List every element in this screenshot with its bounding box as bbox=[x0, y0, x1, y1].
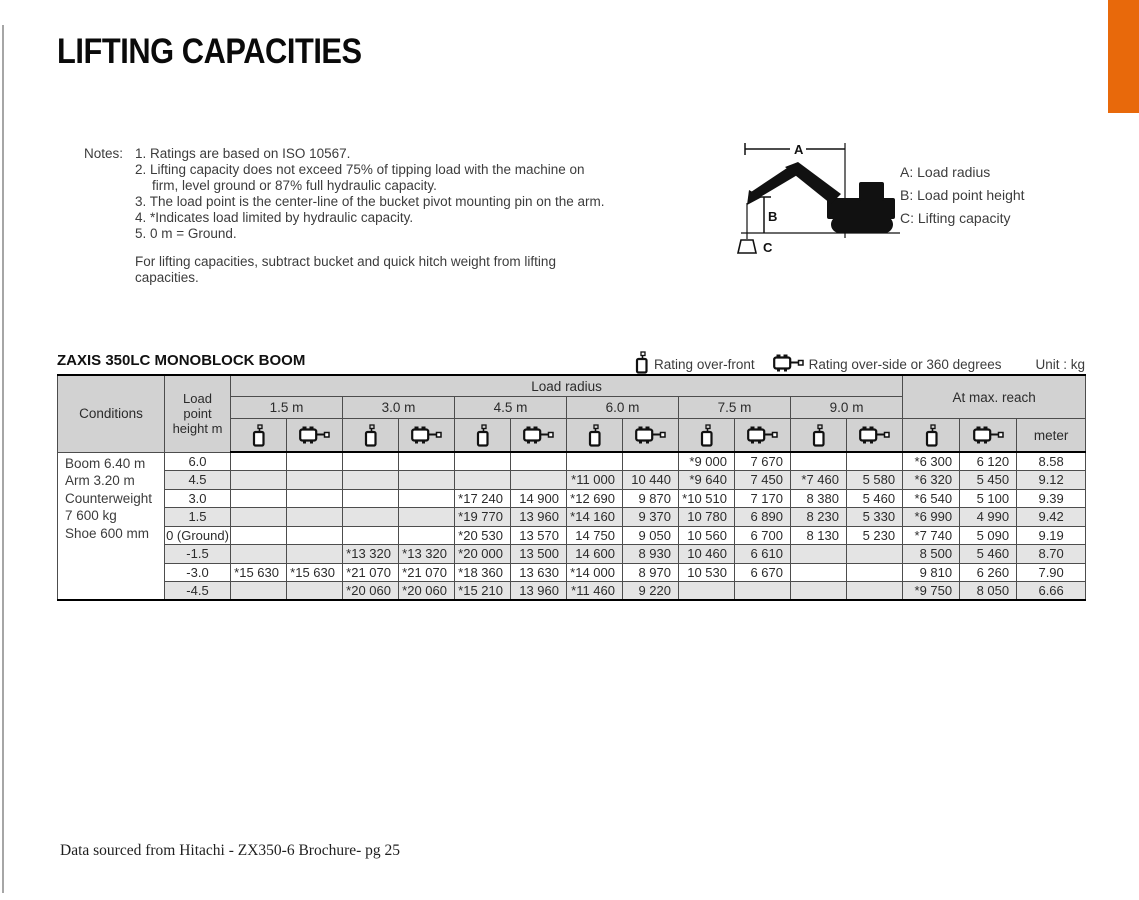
table-row bbox=[58, 489, 1086, 508]
max-reach-front-cell: *9 750 bbox=[903, 582, 960, 601]
notes-footnote: For lifting capacities, subtract bucket and quick hitch weight from lifting capacities. bbox=[135, 254, 556, 285]
capacity-cell: 14 900 bbox=[511, 489, 567, 508]
capacity-cell: 5 580 bbox=[847, 471, 903, 490]
rating-over-side-icon bbox=[287, 419, 343, 453]
svg-text:C: C bbox=[763, 240, 773, 255]
rating-over-side-icon bbox=[623, 419, 679, 453]
table-row bbox=[58, 582, 1086, 601]
max-reach-meter-cell: 8.70 bbox=[1017, 545, 1086, 564]
max-reach-meter-cell: 9.12 bbox=[1017, 471, 1086, 490]
capacity-cell bbox=[679, 582, 735, 601]
capacity-cell bbox=[287, 526, 343, 545]
capacity-cell: 8 130 bbox=[791, 526, 847, 545]
max-reach-meter-cell: 6.66 bbox=[1017, 582, 1086, 601]
radius-header: 1.5 m bbox=[231, 397, 343, 419]
capacity-cell: 7 450 bbox=[735, 471, 791, 490]
rating-over-front-icon bbox=[903, 419, 960, 453]
capacity-cell bbox=[231, 452, 287, 471]
capacity-cell: 8 230 bbox=[791, 508, 847, 527]
capacity-cell: 13 960 bbox=[511, 582, 567, 601]
note-item: 2. Lifting capacity does not exceed 75% of tipping load with the machine on firm, level ground or 87% full hydraulic capacity. bbox=[135, 162, 585, 193]
capacity-cell: 8 930 bbox=[623, 545, 679, 564]
capacity-cell: *14 160 bbox=[567, 508, 623, 527]
notes-block bbox=[84, 146, 613, 286]
max-reach-side-cell: 5 450 bbox=[960, 471, 1017, 490]
capacity-cell bbox=[847, 545, 903, 564]
rating-over-side-legend bbox=[773, 353, 1002, 376]
rating-over-front-icon bbox=[343, 419, 399, 453]
capacity-cell bbox=[791, 545, 847, 564]
capacity-cell bbox=[399, 471, 455, 490]
capacity-cell: 9 370 bbox=[623, 508, 679, 527]
capacity-cell: *20 060 bbox=[343, 582, 399, 601]
capacity-cell bbox=[791, 563, 847, 582]
capacity-cell: *13 320 bbox=[343, 545, 399, 564]
capacity-cell: *9 640 bbox=[679, 471, 735, 490]
capacity-cell bbox=[231, 489, 287, 508]
max-reach-front-cell: *6 320 bbox=[903, 471, 960, 490]
capacity-cell bbox=[343, 471, 399, 490]
capacity-cell bbox=[287, 489, 343, 508]
rating-over-side-icon bbox=[847, 419, 903, 453]
capacity-cell bbox=[231, 526, 287, 545]
condition-line: Shoe 600 mm bbox=[65, 525, 150, 541]
capacity-cell: *13 320 bbox=[399, 545, 455, 564]
at-max-reach-header: At max. reach bbox=[903, 375, 1086, 419]
radius-header: 3.0 m bbox=[343, 397, 455, 419]
load-point-height-cell: -3.0 bbox=[165, 563, 231, 582]
rating-over-front-icon bbox=[455, 419, 511, 453]
capacity-cell bbox=[287, 582, 343, 601]
capacity-cell bbox=[287, 452, 343, 471]
rating-over-side-icon bbox=[773, 353, 809, 376]
rating-over-side-icon bbox=[511, 419, 567, 453]
capacity-cell bbox=[455, 452, 511, 471]
capacity-cell bbox=[791, 452, 847, 471]
capacity-cell: 14 750 bbox=[567, 526, 623, 545]
excavator-silhouette-icon bbox=[733, 140, 905, 258]
capacity-cell bbox=[231, 545, 287, 564]
capacity-cell: *15 630 bbox=[287, 563, 343, 582]
load-point-height-header: Load point height m bbox=[165, 375, 231, 452]
capacity-cell: 13 570 bbox=[511, 526, 567, 545]
radius-header: 6.0 m bbox=[567, 397, 679, 419]
capacity-cell: 7 670 bbox=[735, 452, 791, 471]
capacity-cell bbox=[343, 526, 399, 545]
capacity-cell bbox=[511, 471, 567, 490]
capacity-cell: *14 000 bbox=[567, 563, 623, 582]
table-row bbox=[58, 545, 1086, 564]
max-reach-side-cell: 6 260 bbox=[960, 563, 1017, 582]
capacity-cell: *18 360 bbox=[455, 563, 511, 582]
capacity-cell bbox=[343, 508, 399, 527]
max-reach-meter-cell: 9.19 bbox=[1017, 526, 1086, 545]
table-row bbox=[58, 471, 1086, 490]
capacity-cell bbox=[847, 563, 903, 582]
rating-over-front-icon bbox=[231, 419, 287, 453]
condition-line: Arm 3.20 m bbox=[65, 473, 135, 488]
max-reach-front-cell: 9 810 bbox=[903, 563, 960, 582]
notes-label: Notes: bbox=[84, 146, 124, 161]
excavator-dimension-diagram bbox=[733, 140, 905, 258]
table-row bbox=[58, 563, 1086, 582]
capacity-cell bbox=[343, 489, 399, 508]
capacity-cell bbox=[511, 452, 567, 471]
max-reach-side-cell: 8 050 bbox=[960, 582, 1017, 601]
capacity-cell: *21 070 bbox=[399, 563, 455, 582]
capacity-cell: 5 230 bbox=[847, 526, 903, 545]
capacity-cell: *15 630 bbox=[231, 563, 287, 582]
rating-over-front-icon bbox=[567, 419, 623, 453]
max-reach-front-cell: *6 300 bbox=[903, 452, 960, 471]
note-item: 3. The load point is the center-line of the bucket pivot mounting pin on the arm. bbox=[135, 194, 605, 209]
capacity-cell: 6 700 bbox=[735, 526, 791, 545]
rating-over-side-icon bbox=[735, 419, 791, 453]
capacity-cell: *11 000 bbox=[567, 471, 623, 490]
capacity-cell bbox=[399, 452, 455, 471]
capacity-cell: 10 780 bbox=[679, 508, 735, 527]
capacity-cell: 6 610 bbox=[735, 545, 791, 564]
capacity-cell: *7 460 bbox=[791, 471, 847, 490]
load-point-height-cell: 4.5 bbox=[165, 471, 231, 490]
table-row bbox=[58, 508, 1086, 527]
capacity-cell: *12 690 bbox=[567, 489, 623, 508]
radius-header: 9.0 m bbox=[791, 397, 903, 419]
capacity-cell: *21 070 bbox=[343, 563, 399, 582]
capacity-cell: 5 330 bbox=[847, 508, 903, 527]
conditions-cell bbox=[58, 452, 165, 600]
note-item: 4. *Indicates load limited by hydraulic capacity. bbox=[135, 210, 414, 225]
capacity-cell bbox=[847, 582, 903, 601]
capacity-cell: 5 460 bbox=[847, 489, 903, 508]
rating-over-side-icon bbox=[399, 419, 455, 453]
capacity-cell: 13 960 bbox=[511, 508, 567, 527]
capacity-cell bbox=[791, 582, 847, 601]
diagram-legend bbox=[900, 161, 1025, 230]
capacity-cell: 9 220 bbox=[623, 582, 679, 601]
table-row bbox=[58, 526, 1086, 545]
max-reach-meter-cell: 9.42 bbox=[1017, 508, 1086, 527]
capacity-cell: 13 500 bbox=[511, 545, 567, 564]
meter-header: meter bbox=[1017, 419, 1086, 453]
max-reach-front-cell: *7 740 bbox=[903, 526, 960, 545]
page-title: LIFTING CAPACITIES bbox=[57, 32, 362, 71]
source-footnote: Data sourced from Hitachi - ZX350-6 Brochure- pg 25 bbox=[60, 842, 401, 859]
legend-load-point-height: B: Load point height bbox=[900, 187, 1025, 203]
capacity-cell: 10 460 bbox=[679, 545, 735, 564]
capacity-cell bbox=[847, 452, 903, 471]
note-item: 5. 0 m = Ground. bbox=[135, 226, 237, 241]
note-item: 1. Ratings are based on ISO 10567. bbox=[135, 146, 351, 161]
legend-lifting-capacity: C: Lifting capacity bbox=[900, 210, 1011, 226]
rating-over-side-label: Rating over-side or 360 degrees bbox=[808, 356, 1002, 372]
capacity-cell: 10 530 bbox=[679, 563, 735, 582]
capacity-cell: 13 630 bbox=[511, 563, 567, 582]
lifting-capacities-table bbox=[57, 374, 1086, 601]
max-reach-side-cell: 4 990 bbox=[960, 508, 1017, 527]
load-point-height-cell: -1.5 bbox=[165, 545, 231, 564]
capacity-cell bbox=[231, 582, 287, 601]
capacity-cell bbox=[399, 526, 455, 545]
capacity-cell: 14 600 bbox=[567, 545, 623, 564]
load-point-height-cell: 3.0 bbox=[165, 489, 231, 508]
accent-bar bbox=[1108, 0, 1139, 113]
capacity-cell bbox=[231, 471, 287, 490]
capacity-cell: *15 210 bbox=[455, 582, 511, 601]
capacity-cell bbox=[287, 508, 343, 527]
max-reach-meter-cell: 9.39 bbox=[1017, 489, 1086, 508]
unit-label: Unit : kg bbox=[1035, 356, 1085, 372]
capacity-cell: 9 050 bbox=[623, 526, 679, 545]
load-point-height-cell: 1.5 bbox=[165, 508, 231, 527]
capacity-cell: 10 440 bbox=[623, 471, 679, 490]
capacity-cell: 6 670 bbox=[735, 563, 791, 582]
max-reach-side-cell: 5 460 bbox=[960, 545, 1017, 564]
load-point-height-cell: 6.0 bbox=[165, 452, 231, 471]
rating-over-front-label: Rating over-front bbox=[654, 356, 755, 372]
max-reach-meter-cell: 7.90 bbox=[1017, 563, 1086, 582]
rating-over-front-icon bbox=[679, 419, 735, 453]
capacity-cell bbox=[623, 452, 679, 471]
capacity-cell: 10 560 bbox=[679, 526, 735, 545]
capacity-cell bbox=[399, 508, 455, 527]
capacity-cell: 7 170 bbox=[735, 489, 791, 508]
capacity-cell bbox=[287, 545, 343, 564]
table-title: ZAXIS 350LC MONOBLOCK BOOM bbox=[57, 352, 306, 369]
capacity-cell: *11 460 bbox=[567, 582, 623, 601]
capacity-cell bbox=[455, 471, 511, 490]
conditions-header: Conditions bbox=[58, 375, 165, 452]
max-reach-front-cell: *6 540 bbox=[903, 489, 960, 508]
capacity-cell bbox=[343, 452, 399, 471]
capacity-cell bbox=[567, 452, 623, 471]
load-radius-header: Load radius bbox=[231, 375, 903, 397]
max-reach-front-cell: 8 500 bbox=[903, 545, 960, 564]
load-point-height-cell: 0 (Ground) bbox=[166, 527, 229, 543]
capacity-cell: *20 060 bbox=[399, 582, 455, 601]
notes-items bbox=[135, 146, 613, 286]
rating-over-side-icon bbox=[960, 419, 1017, 453]
capacity-cell bbox=[287, 471, 343, 490]
condition-line: Boom 6.40 m bbox=[65, 455, 146, 471]
capacity-cell: *9 000 bbox=[679, 452, 735, 471]
page-left-rule bbox=[2, 25, 4, 893]
max-reach-meter-cell: 8.58 bbox=[1017, 452, 1086, 471]
condition-line: 7 600 kg bbox=[65, 508, 117, 523]
capacity-cell: 9 870 bbox=[623, 489, 679, 508]
radius-header: 4.5 m bbox=[455, 397, 567, 419]
capacity-cell: 8 380 bbox=[791, 489, 847, 508]
max-reach-side-cell: 5 090 bbox=[960, 526, 1017, 545]
max-reach-front-cell: *6 990 bbox=[903, 508, 960, 527]
radius-header: 7.5 m bbox=[679, 397, 791, 419]
max-reach-side-cell: 6 120 bbox=[960, 452, 1017, 471]
legend-load-radius: A: Load radius bbox=[900, 164, 991, 180]
capacity-cell: *19 770 bbox=[455, 508, 511, 527]
rating-over-front-icon bbox=[791, 419, 847, 453]
capacity-cell: 6 890 bbox=[735, 508, 791, 527]
capacity-cell: *20 530 bbox=[455, 526, 511, 545]
max-reach-side-cell: 5 100 bbox=[960, 489, 1017, 508]
condition-line: Counterweight bbox=[65, 490, 153, 506]
svg-text:B: B bbox=[768, 209, 778, 224]
capacity-cell bbox=[399, 489, 455, 508]
capacity-cell: *20 000 bbox=[455, 545, 511, 564]
capacity-cell: *10 510 bbox=[679, 489, 735, 508]
capacity-cell: *17 240 bbox=[455, 489, 511, 508]
table-row bbox=[58, 452, 1086, 471]
svg-text:A: A bbox=[794, 142, 804, 157]
capacity-cell bbox=[735, 582, 791, 601]
capacity-cell: 8 970 bbox=[623, 563, 679, 582]
capacity-cell bbox=[231, 508, 287, 527]
load-point-height-cell: -4.5 bbox=[165, 582, 231, 601]
